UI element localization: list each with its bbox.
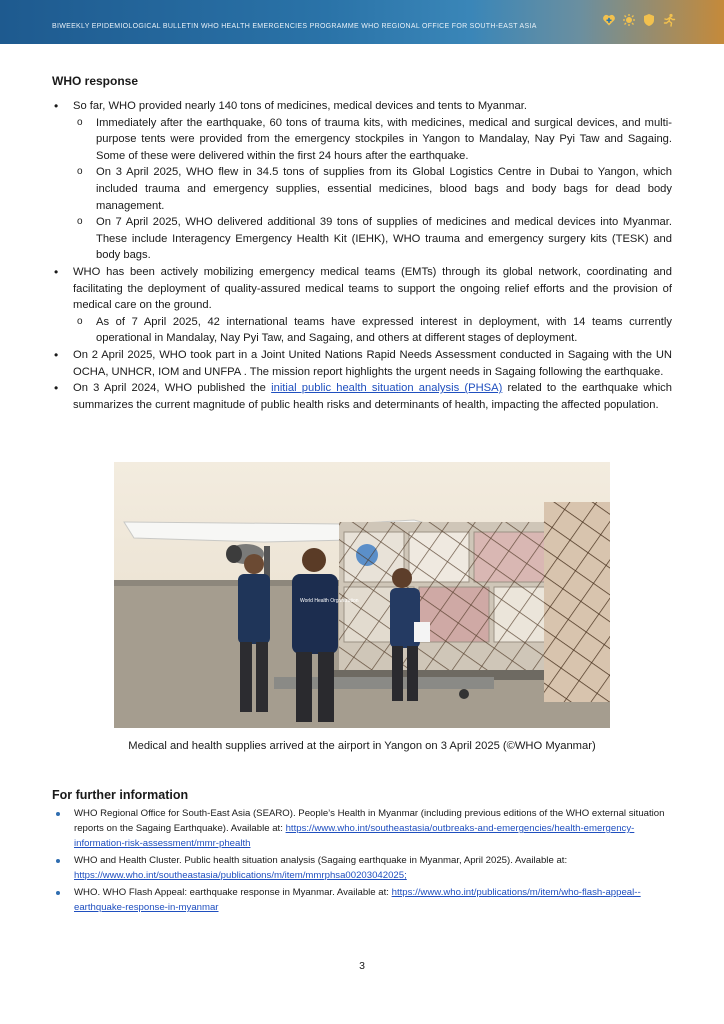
bullet-text-post: related to the earthquake which summarizes the current magnitude of public health risks and determinants of health, impacting the affected population. (73, 382, 673, 411)
heart-plus-icon (602, 13, 616, 27)
reference-text: WHO and Health Cluster. Public health situation analysis (Sagaing earthquake in Myanmar, April 2025). Available at: (74, 855, 568, 866)
virus-icon (622, 13, 636, 27)
sub-list-item: o As of 7 April 2025, 42 international teams have expressed interest in deployment, with 14 teams currently operational in Mandalay, Nay Pyi Taw, and Sagaing, and others at different stages of deployment. (73, 314, 672, 347)
reference-text: WHO. WHO Flash Appeal: earthquake response in Myanmar. Available at: (74, 887, 392, 898)
reference-item (52, 853, 672, 883)
reference-item (52, 885, 672, 915)
reference-text: WHO Regional Office for South-East Asia (SEARO). People’s Health in Myanmar (including previous editions of the WHO external situation reports on the Sagaing Earthquake). Available at: (74, 808, 665, 834)
bullet-text: WHO has been actively mobilizing emergency medical teams (EMTs) through its global network, coordinating and facilitating the deployment of quality-assured medical teams to support the ongoing relief efforts and the provision of medical care on the ground. (73, 265, 672, 312)
bulletin-title: BIWEEKLY EPIDEMIOLOGICAL BULLETIN WHO HEALTH EMERGENCIES PROGRAMME WHO REGIONAL OFFICE FOR SOUTH-EAST ASIA (52, 23, 537, 30)
header-icons (602, 13, 676, 27)
bullet-text: So far, WHO provided nearly 140 tons of medicines, medical devices and tents to Myanmar. (73, 100, 527, 112)
reference-link[interactable]: https://www.who.int/southeastasia/outbreaks-and-emergencies/health-emergency-information-risk-assessment/mmr-phealth (74, 823, 635, 849)
runner-icon (662, 13, 676, 27)
further-information-section (52, 788, 672, 917)
supplies-photo (114, 462, 610, 728)
sub-list-item: o On 7 April 2025, WHO delivered additional 39 tons of supplies of medicines and medical devices into Myanmar. These include Interagency Emergency Health Kit (IEHK), WHO trauma and emergency surgery kits (TESK) and body bags. (73, 214, 672, 264)
sub-list (73, 314, 672, 347)
sub-list (73, 115, 672, 264)
list-item (52, 380, 672, 413)
list-item: • On 2 April 2025, WHO took part in a Joint United Nations Rapid Needs Assessment conducted in Sagaing with the UN OCHA, UNHCR, IOM and UNFPA . The mission report highlights the urgent needs in Sagaing following the earthquake. (52, 347, 672, 380)
vest-logo-text: World Health Organization (300, 598, 359, 604)
page-number: 3 (359, 960, 365, 972)
bullet-text-pre: On 3 April 2024, WHO published the (73, 382, 272, 395)
who-response-section (52, 74, 672, 413)
section-heading: WHO response (52, 74, 139, 88)
list-item (52, 98, 672, 264)
section-heading: For further information (52, 788, 189, 802)
reference-link[interactable]: https://www.who.int/southeastasia/publications/m/item/mmrphsa00203042025; (74, 870, 407, 881)
response-list (52, 98, 672, 413)
sub-list-item: o On 3 April 2025, WHO flew in 34.5 tons of supplies from its Global Logistics Centre in Dubai to Yangon, which included trauma and emergency supplies, essential medicines, blood bags and body bags for dead body management. (73, 164, 672, 214)
header-banner (0, 0, 724, 44)
phsa-link[interactable]: initial public health situation analysis (PHSA) (271, 382, 503, 395)
list-item (52, 264, 672, 347)
sub-list-item: o Immediately after the earthquake, 60 tons of trauma kits, with medicines, medical and surgical devices, and multi-purpose tents were provided from the emergency stockpiles in Yangon to Mandalay, Nay Pyi Taw and Sagaing. Some of these were delivered within the first 24 hours after the earthquake. (73, 115, 672, 165)
reference-list (52, 806, 672, 915)
photo-caption: Medical and health supplies arrived at the airport in Yangon on 3 April 2025 (©WHO Myanmar) (128, 740, 596, 752)
reference-item (52, 806, 672, 851)
reference-link[interactable]: https://www.who.int/publications/m/item/who-flash-appeal--earthquake-response-in-myanmar (74, 887, 641, 913)
shield-icon (642, 13, 656, 27)
